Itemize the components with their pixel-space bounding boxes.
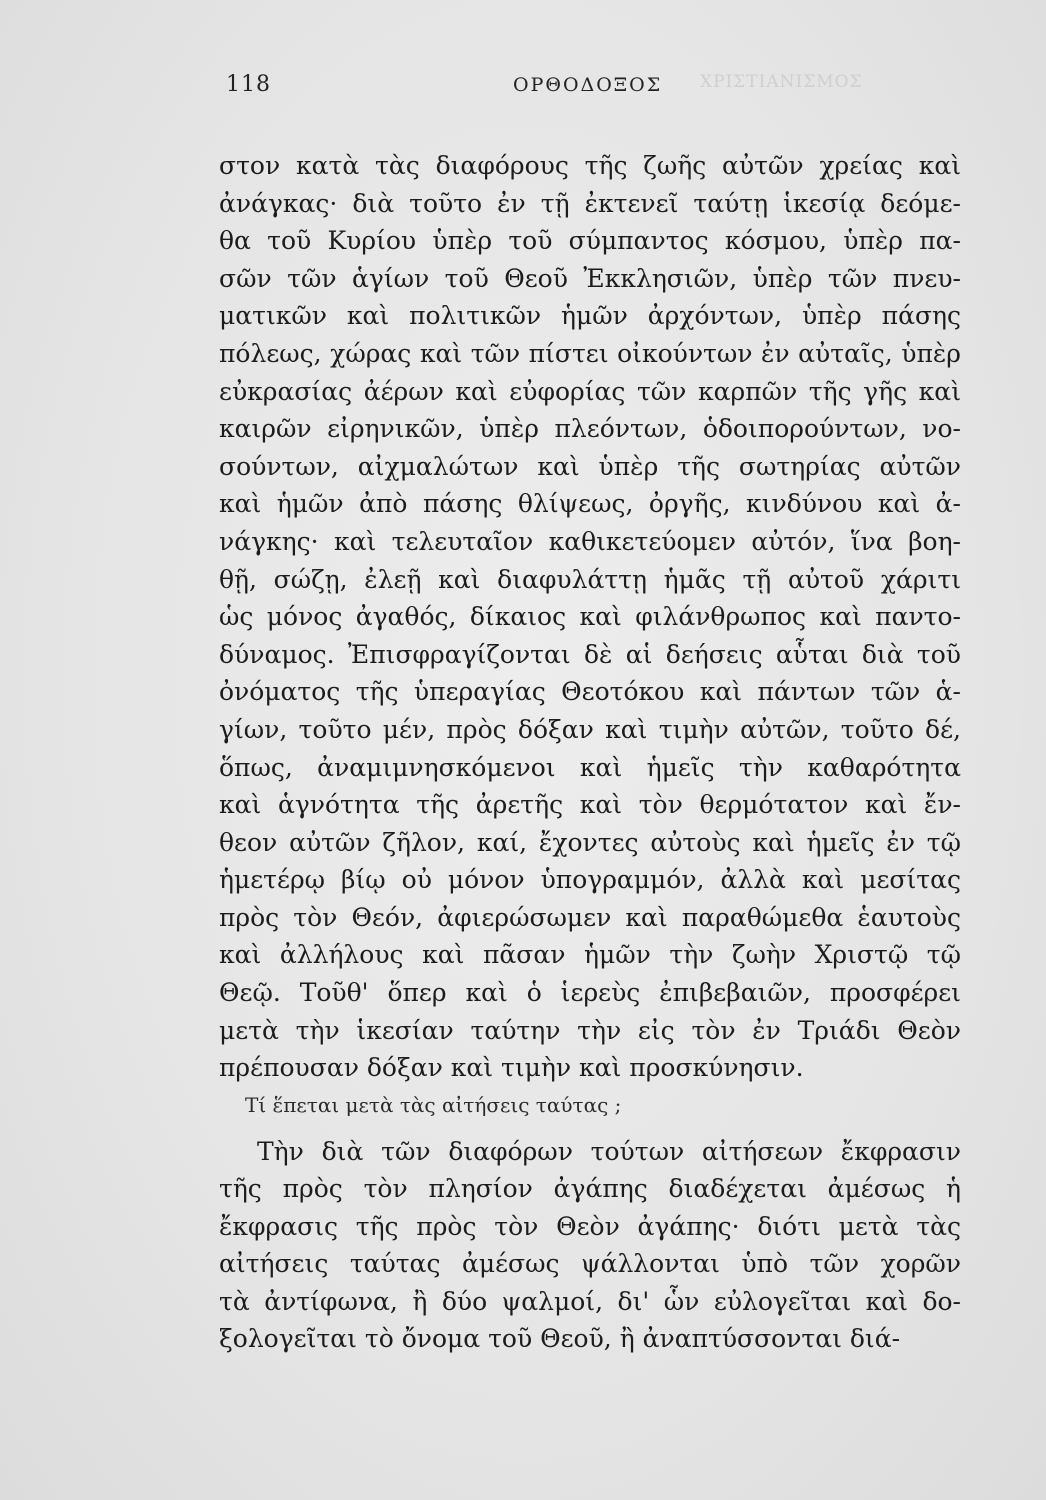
running-title: ΟΡΘΟΔΟΞΟΣ — [513, 74, 663, 96]
page-header — [0, 72, 1046, 106]
text-line: ἀνάγκας· διὰ τοῦτο ἐν τῇ ἐκτενεῖ ταύτῃ ἱκεσίᾳ δεόμε- — [219, 188, 961, 218]
text-line: ὀνόματος τῆς ὑπεραγίας Θεοτόκου καὶ πάντων τῶν ἁ- — [219, 677, 961, 707]
paragraph-1 — [219, 147, 961, 1087]
text-line: ἡμετέρῳ βίῳ οὐ μόνον ὑπογραμμόν, ἀλλὰ καὶ μεσίτας — [219, 865, 961, 895]
text-line: τῆς πρὸς τὸν πλησίον ἀγάπης διαδέχεται ἀμέσως ἡ — [219, 1174, 961, 1204]
text-line: σούντων, αἰχμαλώτων καὶ ὑπὲρ τῆς σωτηρίας αὐτῶν — [219, 451, 961, 481]
text-line: θῇ, σώζῃ, ἐλεῇ καὶ διαφυλάττῃ ἡμᾶς τῇ αὐτοῦ χάριτι — [219, 564, 961, 594]
text-line: νάγκης· καὶ τελευταῖον καθικετεύομεν αὐτόν, ἵνα βοη- — [219, 526, 961, 556]
text-line: ξολογεῖται τὸ ὄνομα τοῦ Θεοῦ, ἢ ἀναπτύσσονται διά- — [219, 1323, 901, 1353]
text-line: ἔκφρασις τῆς πρὸς τὸν Θεὸν ἀγάπης· διότι μετὰ τὰς — [219, 1211, 961, 1241]
text-line: Τὴν διὰ τῶν διαφόρων τούτων αἰτήσεων ἔκφρασιν — [257, 1137, 961, 1166]
text-line: καὶ ἀλλήλους καὶ πᾶσαν ἡμῶν τὴν ζωὴν Χριστῷ τῷ — [219, 940, 961, 970]
text-line: ὡς μόνος ἀγαθός, δίκαιος καὶ φιλάνθρωπος καὶ παντο- — [219, 602, 961, 632]
text-line: πρέπουσαν δόξαν καὶ τιμὴν καὶ προσκύνησιν. — [219, 1053, 804, 1083]
bleed-through-text: ΧΡΙΣΤΙΑΝΙΣΜΟΣ — [700, 72, 863, 92]
text-line: τὰ ἀντίφωνα, ἢ δύο ψαλμοί, δι' ὧν εὐλογεῖται καὶ δο- — [219, 1286, 961, 1316]
text-line: στον κατὰ τὰς διαφόρους τῆς ζωῆς αὐτῶν χρείας καὶ — [219, 151, 961, 180]
text-line: δύναμος. Ἐπισφραγίζονται δὲ αἱ δεήσεις αὗται διὰ τοῦ — [219, 639, 961, 669]
text-line: αἰτήσεις ταύτας ἀμέσως ψάλλονται ὑπὸ τῶν χορῶν — [219, 1249, 961, 1279]
text-line: μετὰ τὴν ἱκεσίαν ταύτην τὴν εἰς τὸν ἐν Τριάδι Θεὸν — [219, 1015, 961, 1045]
text-line: Θεῷ. Τοῦθ' ὅπερ καὶ ὁ ἱερεὺς ἐπιβεβαιῶν, προσφέρει — [219, 978, 961, 1008]
text-line: καὶ ἁγνότητα τῆς ἀρετῆς καὶ τὸν θερμότατον καὶ ἔν- — [219, 790, 961, 820]
text-line: θεον αὐτῶν ζῆλον, καί, ἔχοντες αὐτοὺς καὶ ἡμεῖς ἐν τῷ — [219, 827, 961, 857]
text-line: σῶν τῶν ἁγίων τοῦ Θεοῦ Ἐκκλησιῶν, ὑπὲρ τῶν πνευ- — [219, 263, 961, 293]
text-line: ὅπως, ἀναμιμνησκόμενοι καὶ ἡμεῖς τὴν καθαρότητα — [219, 752, 961, 782]
page-number: 118 — [226, 72, 271, 97]
text-line: πρὸς τὸν Θεόν, ἀφιερώσωμεν καὶ παραθώμεθα ἑαυτοὺς — [219, 902, 961, 932]
text-line: θα τοῦ Κυρίου ὑπὲρ τοῦ σύμπαντος κόσμου, ὑπὲρ πα- — [219, 226, 961, 256]
text-line: ματικῶν καὶ πολιτικῶν ἡμῶν ἀρχόντων, ὑπὲρ πάσης — [219, 301, 961, 331]
text-line: καὶ ἡμῶν ἀπὸ πάσης θλίψεως, ὀργῆς, κινδύνου καὶ ἀ- — [219, 489, 961, 519]
section-question: Τί ἕπεται μετὰ τὰς αἰτήσεις ταύτας ; — [245, 1093, 622, 1117]
text-line: γίων, τοῦτο μέν, πρὸς δόξαν καὶ τιμὴν αὐτῶν, τοῦτο δέ, — [219, 714, 961, 744]
text-line: εὐκρασίας ἀέρων καὶ εὐφορίας τῶν καρπῶν τῆς γῆς καὶ — [219, 376, 961, 406]
paragraph-2 — [219, 1133, 961, 1357]
text-line: πόλεως, χώρας καὶ τῶν πίστει οἰκούντων ἐν αὐταῖς, ὑπὲρ — [219, 338, 961, 368]
text-line: καιρῶν εἰρηνικῶν, ὑπὲρ πλεόντων, ὁδοιπορούντων, νο- — [219, 414, 961, 444]
